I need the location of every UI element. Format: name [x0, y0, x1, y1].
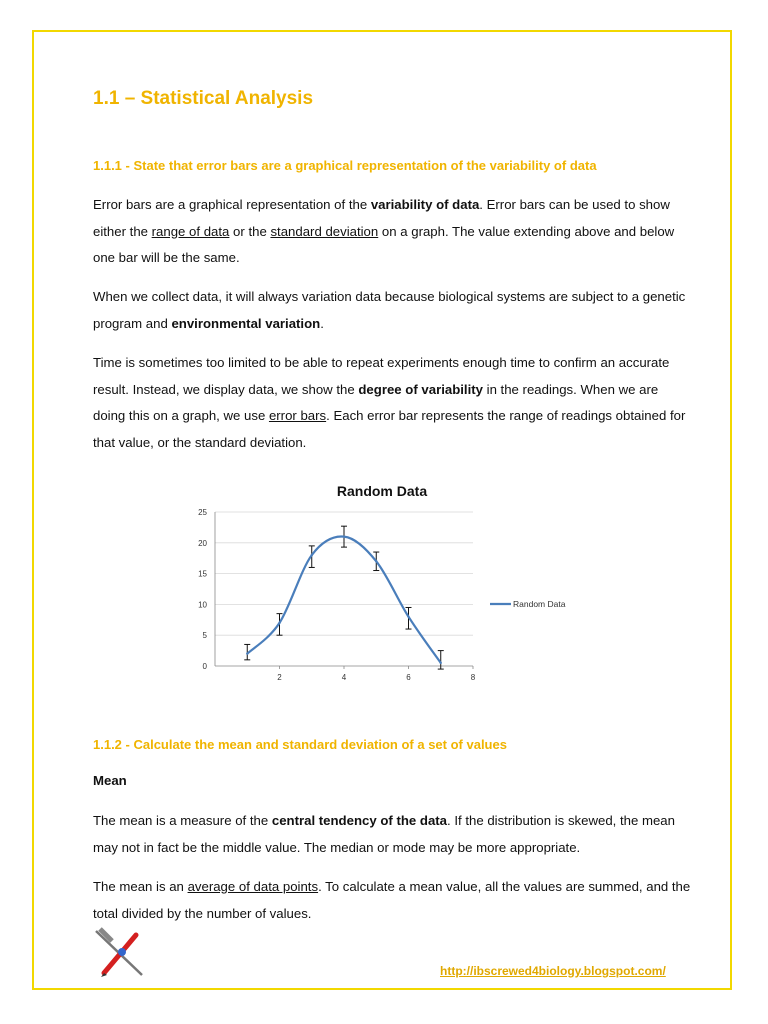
x-tick-label: 2 [277, 673, 282, 682]
y-tick-label: 0 [202, 662, 207, 671]
mean-heading: Mean [93, 773, 127, 788]
x-tick-label: 4 [341, 673, 347, 682]
y-tick-label: 20 [198, 538, 207, 548]
data-point [440, 662, 442, 664]
chart-legend [490, 599, 566, 609]
data-point [278, 622, 280, 624]
paragraph-error-bars: Error bars are a graphical representation of the variability of data. Error bars can be used to show either the range of data or the standard deviation on a graph. The value extending above and below one bar will be the same. [93, 197, 675, 265]
section-heading-1-1-1: 1.1.1 - State that error bars are a graphical representation of the variability of data [93, 158, 597, 173]
x-tick-label: 8 [470, 673, 476, 682]
data-point [375, 560, 377, 562]
section-heading-1-1-2: 1.1.2 - Calculate the mean and standard deviation of a set of values [93, 737, 507, 752]
x-tick-label: 6 [406, 673, 411, 682]
pencil-crossed-logo-icon [92, 925, 148, 979]
blog-link[interactable]: http://ibscrewed4biology.blogspot.com/ [440, 964, 666, 978]
paragraph-mean-definition: The mean is a measure of the central tendency of the data. If the distribution is skewed, the mean may not in fact be the middle value. The median or mode may be more appropriate. [93, 813, 675, 855]
paragraph-mean-calculation: The mean is an average of data points. To calculate a mean value, all the values are summed, and the total divided by the number of values. [93, 879, 691, 921]
legend-label: Random Data [513, 599, 566, 609]
data-point [407, 616, 409, 618]
random-data-chart [185, 475, 585, 690]
y-tick-label: 10 [198, 600, 207, 610]
paragraph-variability: Time is sometimes too limited to be able to repeat experiments enough time to confirm an accurate result. Instead, we display data, we show the degree of variability in the readings. When we are doing this on a graph, we use error bars. Each error bar represents the range of readings obtained for that value, or the standard deviation. [93, 355, 686, 450]
y-tick-label: 15 [198, 569, 207, 579]
data-point [246, 652, 248, 654]
paragraph-variation: When we collect data, it will always variation data because biological systems are subject to a genetic program and environmental variation. [93, 289, 686, 331]
chart-title: Random Data [336, 483, 428, 499]
series-line-random-data [247, 537, 441, 663]
y-tick-label: 5 [202, 631, 207, 641]
page-title: 1.1 – Statistical Analysis [93, 88, 314, 109]
y-tick-label: 25 [198, 508, 207, 517]
data-point [311, 554, 313, 556]
data-point [343, 535, 345, 537]
